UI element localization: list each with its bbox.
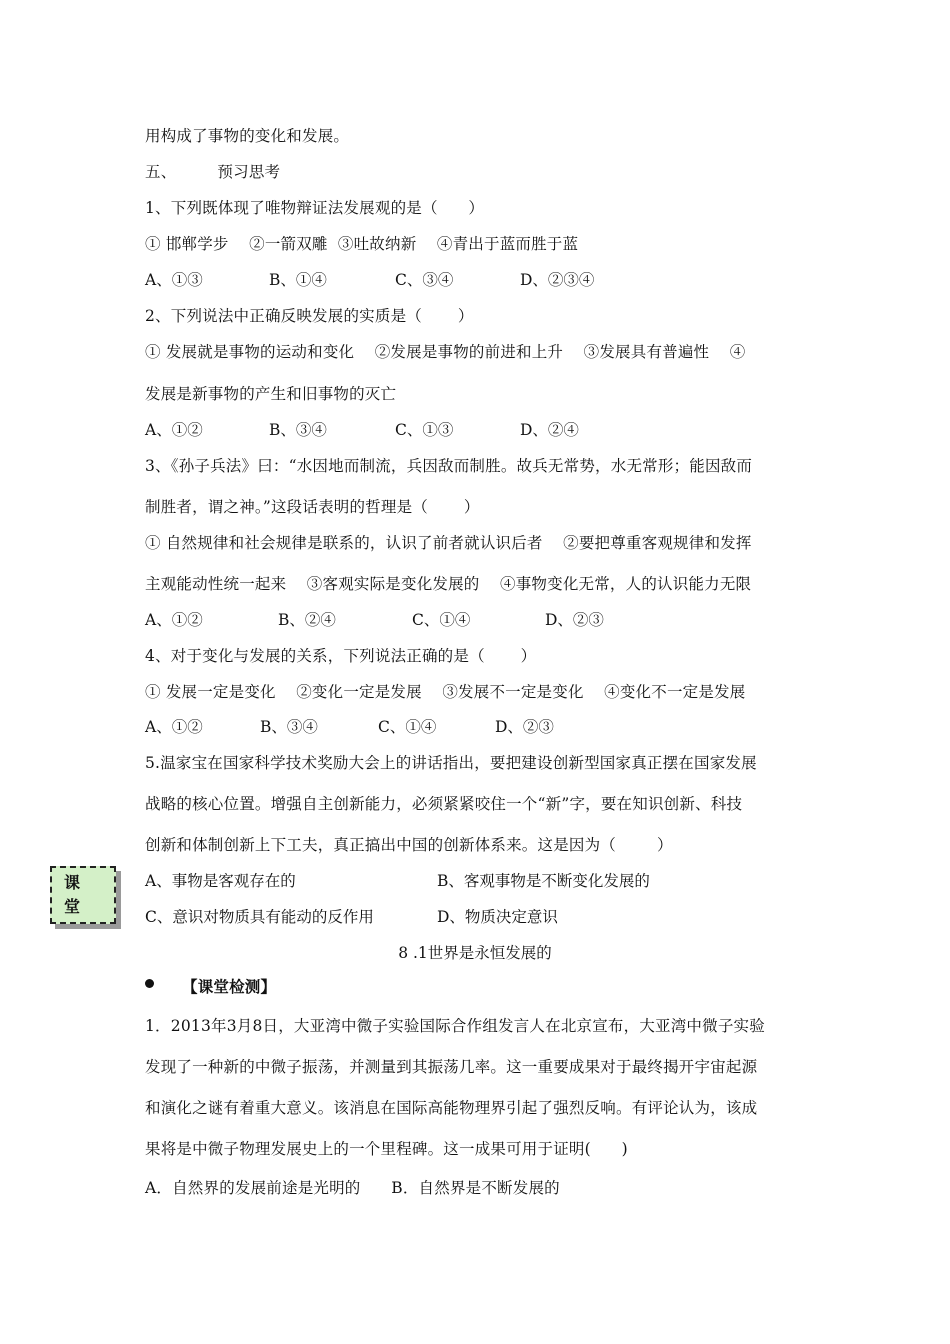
question-3: 制胜者，谓之神。”这段话表明的哲理是（ ）: [145, 498, 480, 516]
option: C、①④: [378, 718, 437, 736]
option: B、客观事物是不断变化发展的: [437, 872, 650, 890]
option: C、③④: [395, 271, 454, 289]
badge-char: 堂: [64, 897, 81, 916]
question-5: 创新和体制创新上下工夫，真正搞出中国的创新体系来。这是因为（ ）: [145, 836, 673, 854]
check-question-1: 1．2013年3月8日，大亚湾中微子实验国际合作组发言人在北京宣布，大亚湾中微子实验: [145, 1017, 765, 1035]
check-heading: 【课堂检测】: [182, 977, 277, 996]
badge-char: 课: [64, 873, 81, 892]
question-1-items: ① 邯郸学步 ②一箭双雕 ③吐故纳新 ④青出于蓝而胜于蓝: [145, 235, 579, 253]
check-question-1: 发现了一种新的中微子振荡，并测量到其振荡几率。这一重要成果对于最终揭开宇宙起源: [145, 1058, 758, 1076]
question-3-items: ① 自然规律和社会规律是联系的，认识了前者就认识后者 ②要把尊重客观规律和发挥: [145, 534, 752, 552]
option: D、②③: [545, 611, 604, 629]
option: D、物质决定意识: [437, 908, 558, 926]
question-4: 4、对于变化与发展的关系，下列说法正确的是（ ）: [145, 647, 537, 665]
question-4-items: ① 发展一定是变化 ②变化一定是发展 ③发展不一定是变化 ④变化不一定是发展: [145, 683, 746, 701]
option: A、①②: [145, 611, 203, 629]
question-2: 2、下列说法中正确反映发展的实质是（ ）: [145, 307, 474, 325]
check-question-1: 和演化之谜有着重大意义。该消息在国际高能物理界引起了强烈反响。有评论认为，该成: [145, 1099, 758, 1117]
question-5: 5.温家宝在国家科学技术奖励大会上的讲话指出，要把建设创新型国家真正摆在国家发展: [145, 754, 757, 772]
check-question-1: 果将是中微子物理发展史上的一个里程碑。这一成果可用于证明( ): [145, 1140, 628, 1158]
option: B、①④: [269, 271, 327, 289]
option: C、意识对物质具有能动的反作用: [145, 908, 374, 926]
option: D、②③: [495, 718, 554, 736]
classroom-badge: [50, 866, 116, 924]
lesson-heading: 8 .1世界是永恒发展的: [398, 944, 552, 962]
section-heading: 五、 预习思考: [145, 163, 281, 181]
option: C、①④: [412, 611, 471, 629]
option: A、①②: [145, 421, 203, 439]
check-question-1-options: A．自然界的发展前途是光明的 B．自然界是不断发展的: [145, 1179, 560, 1197]
question-2-items: ① 发展就是事物的运动和变化 ②发展是事物的前进和上升 ③发展具有普遍性 ④: [145, 343, 746, 361]
option: D、②④: [520, 421, 579, 439]
option: A、事物是客观存在的: [145, 872, 296, 890]
option: B、③④: [269, 421, 327, 439]
option: C、①③: [395, 421, 454, 439]
option: A、①②: [145, 718, 203, 736]
option: B、②④: [278, 611, 336, 629]
text-line: 用构成了事物的变化和发展。: [145, 127, 350, 145]
question-1: 1、下列既体现了唯物辩证法发展观的是（ ）: [145, 199, 485, 217]
question-3: 3、《孙子兵法》曰：“水因地而制流，兵因敌而制胜。故兵无常势，水无常形；能因敌而: [145, 457, 753, 475]
bullet-icon: [145, 979, 154, 988]
option: D、②③④: [520, 271, 595, 289]
question-2-items: 发展是新事物的产生和旧事物的灭亡: [145, 385, 397, 403]
question-3-items: 主观能动性统一起来 ③客观实际是变化发展的 ④事物变化无常，人的认识能力无限: [145, 575, 752, 593]
option: A、①③: [145, 271, 203, 289]
question-5: 战略的核心位置。增强自主创新能力，必须紧紧咬住一个“新”字，要在知识创新、科技: [145, 795, 743, 813]
option: B、③④: [260, 718, 318, 736]
